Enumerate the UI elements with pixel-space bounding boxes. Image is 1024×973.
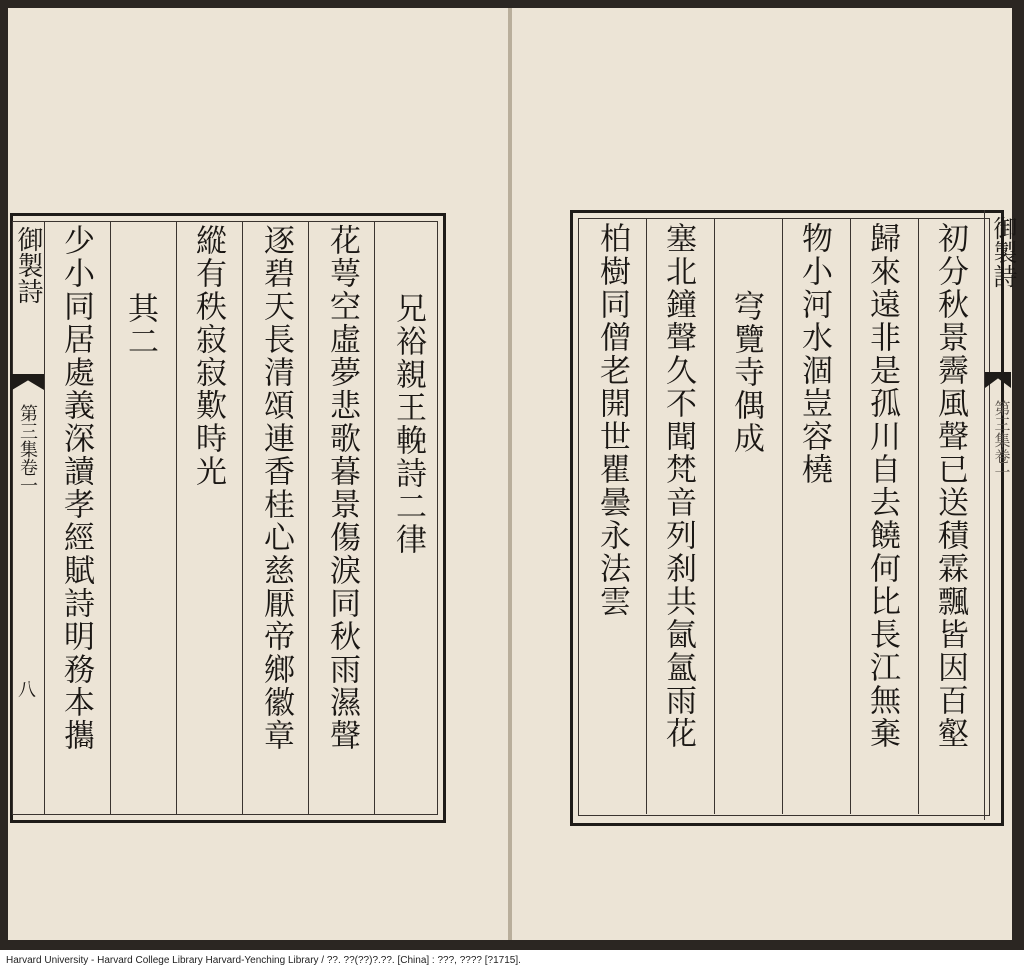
right-inner-frame — [578, 218, 990, 816]
text-column-3: 物小河水涸豈容橈 — [796, 222, 832, 486]
text-column-4: 縱有秩寂寂歎時光 — [190, 224, 226, 488]
text-column-4: 穹覽寺偶成 — [728, 290, 764, 455]
right-banner-rule — [984, 210, 985, 820]
column-rule — [176, 222, 177, 814]
text-column-2: 歸來遠非是孤川自去饒何比長江無棄 — [864, 222, 900, 750]
text-column-1: 初分秋景霽風聲已送積霖飄皆因百壑 — [932, 222, 968, 750]
left-banner-rule — [44, 222, 45, 814]
text-column-6: 柏樹同僧老開世瞿曇永法雲 — [594, 222, 630, 618]
column-rule — [308, 222, 309, 814]
column-rule — [646, 218, 647, 814]
text-column-5: 塞北鐘聲久不聞梵音列刹共氤氳雨花 — [660, 222, 696, 750]
column-rule — [850, 218, 851, 814]
right-banner-title: 御製詩 — [989, 216, 1017, 288]
column-rule — [918, 218, 919, 814]
left-banner-title: 御製詩 — [13, 226, 43, 304]
column-rule — [782, 218, 783, 814]
book-gutter — [508, 8, 512, 940]
text-column-2: 花萼空虛夢悲歌暮景傷淚同秋雨濕聲 — [324, 224, 360, 752]
text-column-1: 兄裕親王輓詩二律 — [390, 292, 426, 556]
column-rule — [714, 218, 715, 814]
column-rule — [374, 222, 375, 814]
text-column-6: 少小同居處義深讀孝經賦詩明務本攜 — [58, 224, 94, 752]
column-rule — [242, 222, 243, 814]
right-banner-volume: 第三集卷一 — [992, 400, 1011, 480]
left-page-number: 八 — [18, 680, 36, 701]
left-banner-volume: 第三集卷一 — [17, 404, 38, 494]
column-rule — [110, 222, 111, 814]
text-column-3: 逐碧天長清頌連香桂心慈厭帝鄉徽章 — [258, 224, 294, 752]
text-column-5: 其二 — [122, 292, 158, 358]
library-caption: Harvard University - Harvard College Library Harvard-Yenching Library / ??. ??(??)?.??. [China] : ???, ???? [?1715]. — [6, 955, 521, 966]
